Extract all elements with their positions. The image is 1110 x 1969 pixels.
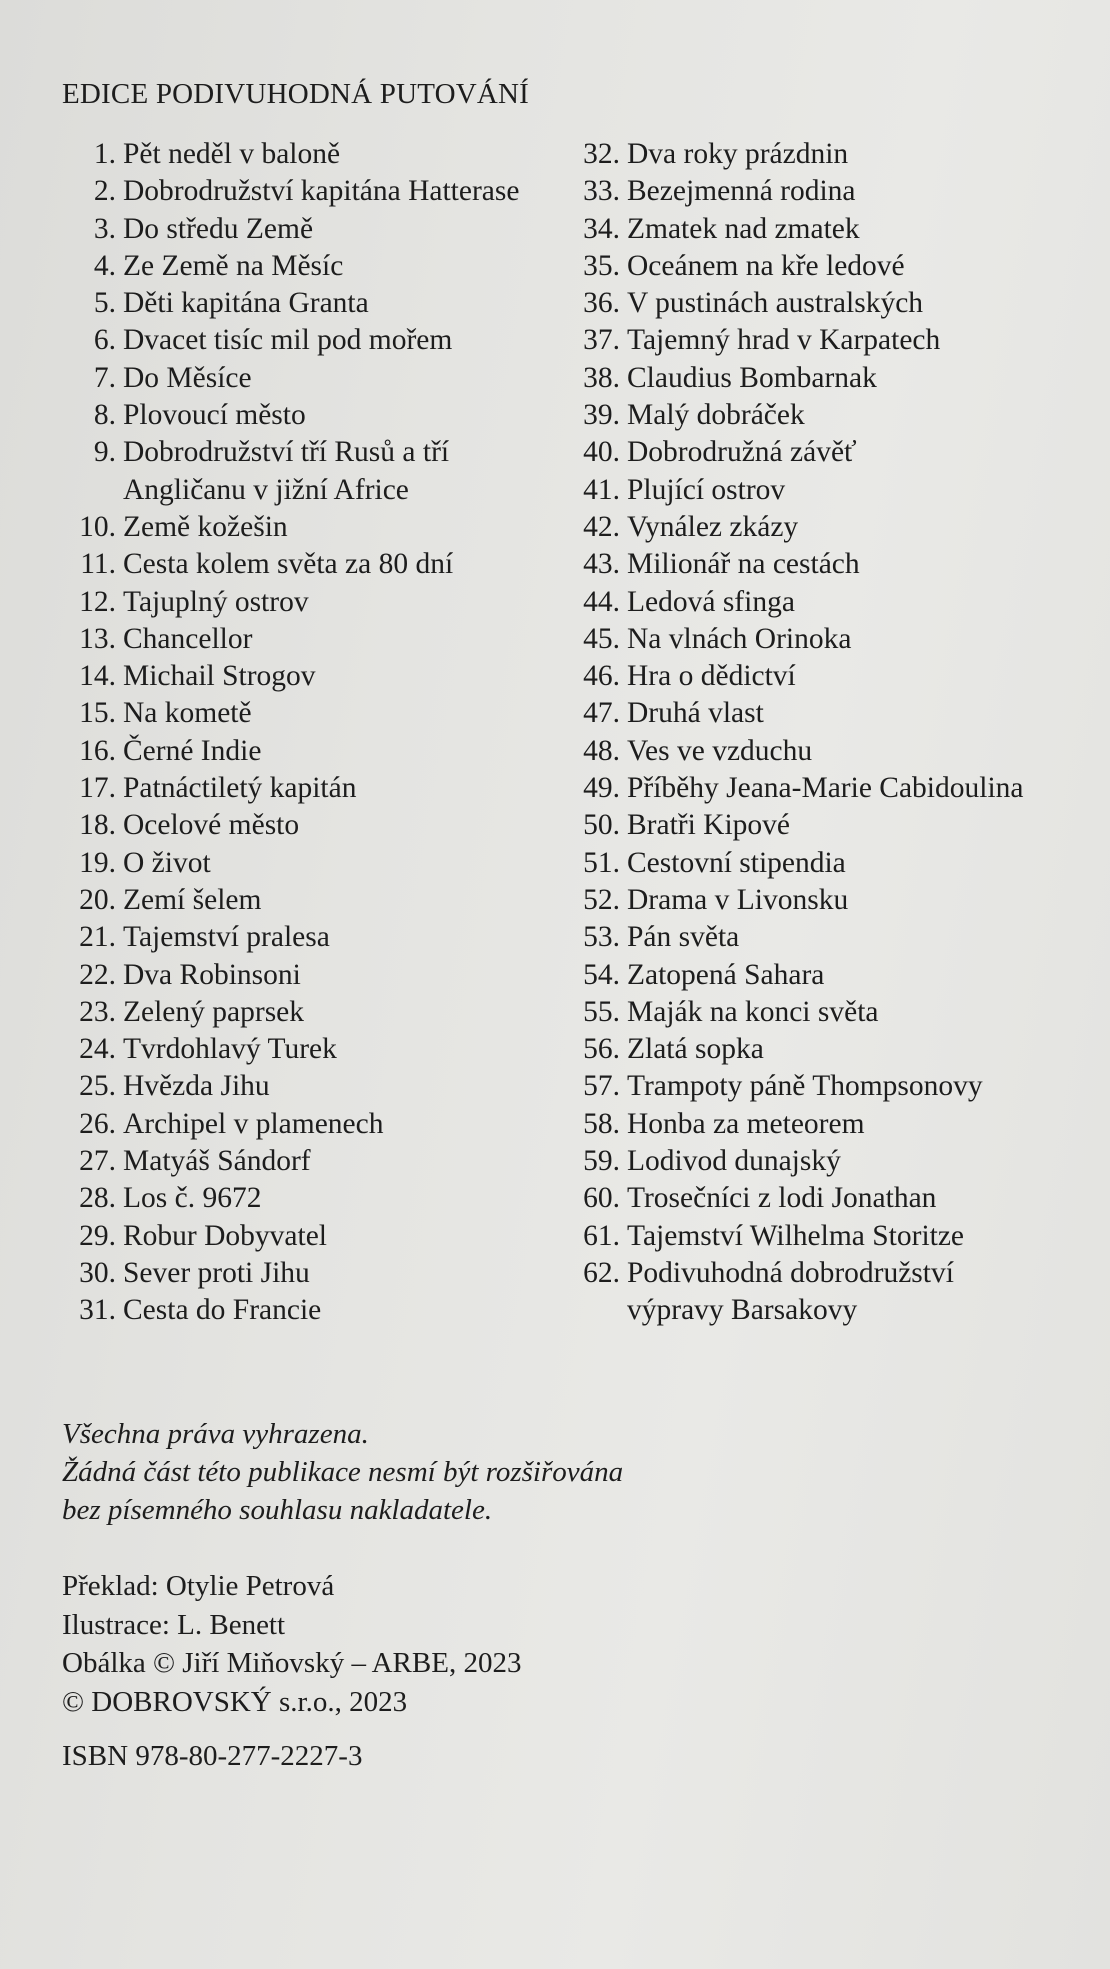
book-number: 40.	[583, 436, 620, 469]
book-list-item	[62, 360, 582, 397]
book-list-item	[570, 173, 1090, 210]
book-number: 41.	[583, 473, 620, 506]
book-number: 18.	[79, 809, 116, 842]
book-number: 13.	[79, 622, 116, 655]
book-number: 44.	[583, 585, 620, 618]
book-list-item	[62, 919, 582, 956]
book-number: 7.	[93, 361, 116, 394]
book-title: Ocelové město	[123, 809, 300, 842]
book-number: 5.	[93, 287, 116, 320]
credits	[62, 1567, 521, 1722]
book-title: Tajemství pralesa	[123, 921, 330, 954]
book-list-item	[570, 658, 1090, 695]
book-number: 1.	[93, 138, 116, 170]
book-number: 14.	[79, 660, 116, 693]
book-title: Sever proti Jihu	[123, 1256, 310, 1289]
illustration-credit: Ilustrace: L. Benett	[62, 1608, 286, 1641]
book-number: 51.	[583, 846, 620, 879]
book-number: 2.	[93, 175, 116, 208]
book-number: 11.	[80, 548, 116, 581]
book-list-item	[570, 994, 1090, 1031]
book-list-item	[62, 434, 582, 509]
rights-line: Žádná část této publikace nesmí být rozšiřována	[62, 1456, 624, 1488]
book-number: 38.	[583, 361, 620, 394]
book-list-item	[62, 845, 582, 882]
book-list-item	[570, 322, 1090, 359]
book-title: Trosečníci z lodi Jonathan	[627, 1182, 937, 1215]
book-list-item	[570, 770, 1090, 807]
book-number: 8.	[93, 399, 116, 432]
book-number: 31.	[79, 1294, 116, 1327]
book-title: Maják na konci světa	[627, 995, 879, 1028]
book-list-item	[62, 397, 582, 434]
book-list-item	[62, 695, 582, 732]
book-title: Na vlnách Orinoka	[627, 622, 852, 655]
book-list-item	[62, 882, 582, 919]
book-list-item	[570, 1218, 1090, 1255]
book-list-item	[570, 1106, 1090, 1143]
book-number: 15.	[79, 697, 116, 730]
book-title: Lodivod dunajský	[627, 1145, 841, 1178]
rights-line: Všechna práva vyhrazena.	[62, 1418, 369, 1450]
book-title: Příběhy Jeana-Marie Cabidoulina	[627, 772, 1024, 805]
book-number: 49.	[583, 772, 620, 805]
book-title: Drama v Livonsku	[627, 883, 849, 916]
book-list-item	[570, 1143, 1090, 1180]
book-list-item	[62, 173, 582, 210]
book-title: Dvacet tisíc mil pod mořem	[123, 324, 453, 357]
book-list-item	[570, 621, 1090, 658]
book-number: 29.	[79, 1219, 116, 1252]
book-list-item	[570, 957, 1090, 994]
book-list-item	[62, 1106, 582, 1143]
book-number: 22.	[79, 958, 116, 991]
book-title: Dobrodružství kapitána Hatterase	[123, 175, 520, 208]
book-title: Zatopená Sahara	[627, 958, 825, 991]
book-number: 10.	[79, 510, 116, 543]
cover-credit: Obálka © Jiří Miňovský – ARBE, 2023	[62, 1647, 522, 1680]
book-title: Trampoty páně Thompsonovy	[627, 1070, 983, 1103]
book-list-item	[62, 322, 582, 359]
publisher-copyright: © DOBROVSKÝ s.r.o., 2023	[62, 1686, 408, 1719]
book-title: Dobrodružství tří Rusů a tří Angličanu v jižní Africe	[123, 436, 450, 506]
book-number: 59.	[583, 1145, 620, 1178]
book-list-item	[570, 845, 1090, 882]
book-title: Tvrdohlavý Turek	[123, 1033, 337, 1066]
book-list-item	[62, 658, 582, 695]
book-number: 57.	[583, 1070, 620, 1103]
book-list-item	[62, 770, 582, 807]
book-title: Oceánem na kře ledové	[627, 249, 905, 282]
book-list-item	[570, 211, 1090, 248]
book-list-item	[62, 136, 582, 173]
book-title: Plovoucí město	[123, 399, 306, 432]
book-number: 50.	[583, 809, 620, 842]
book-title: Matyáš Sándorf	[123, 1145, 311, 1178]
book-number: 60.	[583, 1182, 620, 1215]
book-number: 46.	[583, 660, 620, 693]
book-list-item	[570, 1255, 1090, 1330]
book-title: Pět neděl v baloně	[123, 138, 341, 170]
book-title: Země kožešin	[123, 510, 288, 543]
book-number: 45.	[583, 622, 620, 655]
book-list-item	[570, 733, 1090, 770]
book-number: 26.	[79, 1107, 116, 1140]
book-number: 34.	[583, 212, 620, 245]
book-title: Dva roky prázdnin	[627, 138, 849, 170]
book-title: Tajemství Wilhelma Storitze	[627, 1219, 965, 1252]
book-number: 6.	[93, 324, 116, 357]
book-title: Cestovní stipendia	[627, 846, 846, 879]
book-list-item	[570, 695, 1090, 732]
book-title: Archipel v plamenech	[123, 1107, 384, 1140]
book-number: 52.	[583, 883, 620, 916]
book-title: Zmatek nad zmatek	[627, 212, 860, 245]
book-list-item	[62, 1031, 582, 1068]
book-title: Robur Dobyvatel	[123, 1219, 328, 1252]
book-list-item	[62, 1180, 582, 1217]
book-list-item	[570, 509, 1090, 546]
rights-line: bez písemného souhlasu nakladatele.	[62, 1494, 493, 1526]
book-title: Cesta do Francie	[123, 1294, 322, 1327]
book-number: 23.	[79, 995, 116, 1028]
book-list-item	[62, 733, 582, 770]
book-number: 12.	[79, 585, 116, 618]
book-number: 3.	[93, 212, 116, 245]
book-number: 17.	[79, 772, 116, 805]
book-title: Ves ve vzduchu	[627, 734, 813, 767]
book-list-item	[62, 248, 582, 285]
book-title: O život	[123, 846, 211, 879]
book-list-item	[570, 360, 1090, 397]
book-list-item	[570, 882, 1090, 919]
book-list-item	[62, 584, 582, 621]
book-number: 20.	[79, 883, 116, 916]
rights-notice	[62, 1415, 623, 1529]
book-number: 33.	[583, 175, 620, 208]
book-title: Vynález zkázy	[627, 510, 799, 543]
book-number: 61.	[583, 1219, 620, 1252]
book-number: 19.	[79, 846, 116, 879]
book-list-left	[62, 136, 582, 1330]
series-title: EDICE PODIVUHODNÁ PUTOVÁNÍ	[62, 78, 530, 110]
book-list-item	[570, 248, 1090, 285]
book-title: Michail Strogov	[123, 660, 316, 693]
book-number: 24.	[79, 1033, 116, 1066]
book-title: Malý dobráček	[627, 399, 805, 432]
book-title: Tajuplný ostrov	[123, 585, 309, 618]
book-list-item	[62, 546, 582, 583]
book-title: Do středu Země	[123, 212, 314, 245]
book-list-item	[570, 434, 1090, 471]
book-title: Na kometě	[123, 697, 252, 730]
book-number: 39.	[583, 399, 620, 432]
book-list-item	[570, 285, 1090, 322]
book-title: V pustinách australských	[627, 287, 924, 320]
translation-credit: Překlad: Otylie Petrová	[62, 1570, 335, 1602]
book-title: Honba za meteorem	[627, 1107, 865, 1140]
book-title: Ledová sfinga	[627, 585, 795, 618]
book-number: 58.	[583, 1107, 620, 1140]
book-number: 55.	[583, 995, 620, 1028]
book-list-item	[62, 285, 582, 322]
book-title: Bratři Kipové	[627, 809, 791, 842]
book-title: Černé Indie	[123, 734, 262, 767]
book-list-item	[62, 509, 582, 546]
book-title: Zlatá sopka	[627, 1033, 764, 1066]
book-title: Plující ostrov	[627, 473, 786, 506]
book-number: 47.	[583, 697, 620, 730]
book-number: 25.	[79, 1070, 116, 1103]
book-title: Bezejmenná rodina	[627, 175, 856, 208]
book-number: 56.	[583, 1033, 620, 1066]
book-title: Cesta kolem světa za 80 dní	[123, 548, 454, 581]
book-list-item	[62, 1255, 582, 1292]
book-title: Patnáctiletý kapitán	[123, 772, 357, 805]
book-title: Hvězda Jihu	[123, 1070, 270, 1103]
book-list-item	[570, 919, 1090, 956]
book-number: 30.	[79, 1256, 116, 1289]
book-title: Děti kapitána Granta	[123, 287, 369, 320]
book-number: 4.	[93, 249, 116, 282]
book-list-item	[62, 1292, 582, 1329]
book-list-item	[570, 584, 1090, 621]
book-number: 21.	[79, 921, 116, 954]
book-title: Chancellor	[123, 622, 253, 655]
book-number: 27.	[79, 1145, 116, 1178]
book-number: 32.	[583, 138, 620, 170]
book-list-item	[62, 1143, 582, 1180]
book-number: 42.	[583, 510, 620, 543]
book-title: Pán světa	[627, 921, 740, 954]
book-list-item	[62, 807, 582, 844]
book-list-item	[570, 1031, 1090, 1068]
book-title: Druhá vlast	[627, 697, 764, 730]
book-list-item	[62, 957, 582, 994]
book-title: Tajemný hrad v Karpatech	[627, 324, 941, 357]
book-list-item	[62, 211, 582, 248]
book-title: Ze Země na Měsíc	[123, 249, 344, 282]
book-number: 36.	[583, 287, 620, 320]
book-list-item	[62, 994, 582, 1031]
book-list-item	[570, 1180, 1090, 1217]
book-title: Milionář na cestách	[627, 548, 860, 581]
book-number: 48.	[583, 734, 620, 767]
book-number: 16.	[79, 734, 116, 767]
book-title: Claudius Bombarnak	[627, 361, 877, 394]
book-list-item	[570, 397, 1090, 434]
book-number: 54.	[583, 958, 620, 991]
book-title: Podivuhodná dobrodružství výpravy Barsakovy	[627, 1256, 954, 1327]
book-number: 43.	[583, 548, 620, 581]
isbn: ISBN 978-80-277-2227-3	[62, 1740, 363, 1772]
book-title: Hra o dědictví	[627, 660, 796, 693]
book-number: 28.	[79, 1182, 116, 1215]
book-number: 53.	[583, 921, 620, 954]
book-number: 35.	[583, 249, 620, 282]
book-list-item	[62, 1068, 582, 1105]
book-list-item	[570, 546, 1090, 583]
book-list-item	[62, 1218, 582, 1255]
book-title: Los č. 9672	[123, 1182, 262, 1215]
book-list-item	[570, 1068, 1090, 1105]
book-number: 37.	[583, 324, 620, 357]
book-list-right	[570, 136, 1090, 1330]
book-title: Zemí šelem	[123, 883, 262, 916]
book-list-item	[570, 136, 1090, 173]
book-title: Dva Robinsoni	[123, 958, 301, 991]
book-number: 9.	[93, 436, 116, 469]
book-number: 62.	[583, 1256, 620, 1289]
book-list-item	[570, 807, 1090, 844]
book-title: Zelený paprsek	[123, 995, 305, 1028]
book-list-item	[570, 472, 1090, 509]
book-title: Dobrodružná závěť	[627, 436, 857, 469]
book-title: Do Měsíce	[123, 361, 252, 394]
book-list-item	[62, 621, 582, 658]
